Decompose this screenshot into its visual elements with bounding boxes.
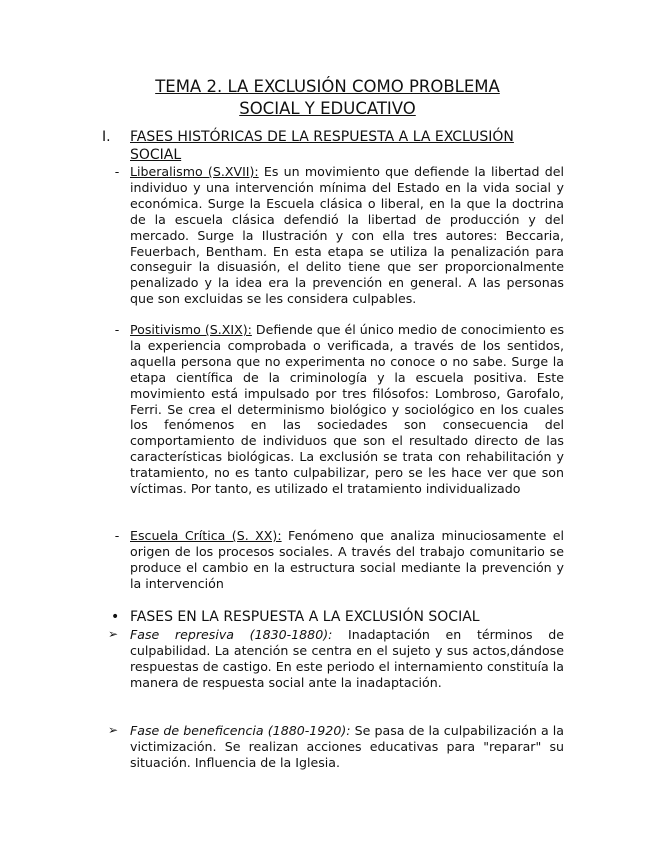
- dash-marker: -: [114, 164, 120, 179]
- section-heading: FASES HISTÓRICAS DE LA RESPUESTA A LA EXCLUSIÓN SOCIAL: [130, 129, 514, 163]
- subsection-heading: FASES EN LA RESPUESTA A LA EXCLUSIÓN SOCIAL: [130, 609, 480, 625]
- dash-marker: -: [114, 528, 120, 543]
- title-line-1: TEMA 2. LA EXCLUSIÓN COMO PROBLEMA: [155, 77, 500, 96]
- list-item-liberalismo: [114, 164, 565, 307]
- item-label: Liberalismo (S.XVII):: [130, 164, 259, 179]
- item-text: Fenómeno que analiza minuciosamente el origen de los procesos sociales. A través del trabajo comunitario se produce el cambio en la estructura social mediante la prevención y la intervención: [130, 528, 564, 591]
- bullet-icon: •: [111, 609, 120, 625]
- item-label: Escuela Crítica (S. XX):: [130, 528, 282, 543]
- page-title: [60, 76, 595, 120]
- phase-label: Fase represiva (1830-1880):: [130, 627, 333, 642]
- phase-text: Se pasa de la culpabilización a la victimización. Se realizan acciones educativas para "reparar" su situación. Influencia de la Iglesia.: [130, 723, 565, 770]
- phase-text: Inadaptación en términos de culpabilidad. La atención se centra en el sujeto y sus actos,dándose respuestas de castigo. En este periodo el internamiento constituía la manera de respuesta social ante la inadaptación.: [130, 627, 564, 690]
- dash-marker: -: [114, 322, 120, 337]
- list-item-positivismo: [114, 322, 565, 497]
- phase-label: Fase de beneficencia (1880-1920):: [130, 723, 351, 738]
- list-item-fase-beneficencia: [108, 723, 565, 771]
- item-label: Positivismo (S.XIX):: [130, 322, 252, 337]
- arrow-bullet-icon: ➢: [108, 723, 119, 737]
- title-line-2: SOCIAL Y EDUCATIVO: [239, 99, 416, 118]
- section-number: I.: [102, 129, 111, 145]
- list-item-escuela-critica: [114, 528, 564, 592]
- item-text: Defiende que él único medio de conocimiento es la experiencia comprobada o verificada, a través de los sentidos, aquella persona que no experimenta no conoce o no sabe. Surge la etapa científica de la criminología y la escuela positiva. Este movimiento está impulsado por tres filósofos: Lombroso, Garofalo, Ferri. Se crea el determinismo biológico y sociológico en los cuales los fenómenos en las sociedades son consecuencia del comportamiento de individuos que son el resultado directo de las características biológicas. La exclusión se trata con rehabilitación y tratamiento, no es tanto culpabilizar, pero se les hace ver que son víctimas. Por tanto, es utilizado el tratamiento individualizado: [130, 322, 565, 497]
- arrow-bullet-icon: ➢: [108, 627, 119, 641]
- item-text: Es un movimiento que defiende la libertad del individuo y una intervención mínima del Estado en la vida social y económica. Surge la Escuela clásica o liberal, en la que la doctrina de la escuela clásica defendió la libertad de producción y del mercado. Surge la Ilustración y con ella tres autores: Beccaria, Feuerbach, Bentham. En esta etapa se utiliza la penalización para conseguir la disuasión, el delito tiene que ser proporcionalmente penalizado y la idea era la prevención en general. A las personas que son excluidas se les considera culpables.: [130, 164, 565, 307]
- list-item-fase-represiva: [108, 627, 564, 691]
